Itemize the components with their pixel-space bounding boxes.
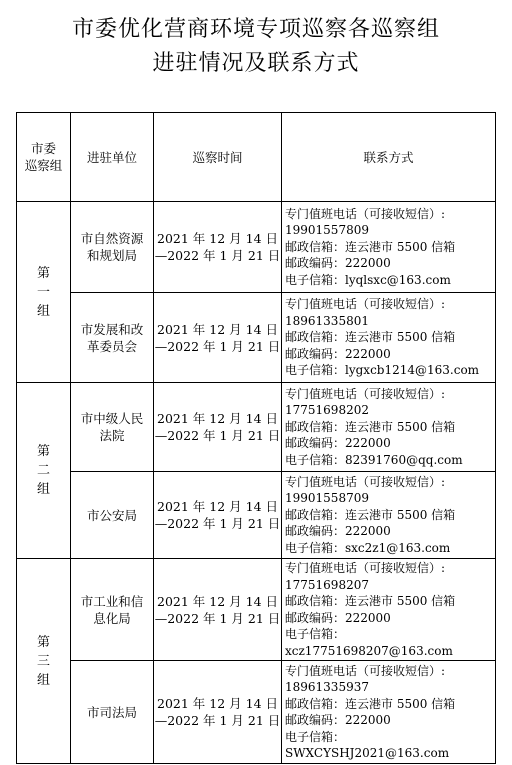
cell-text: 邮政编码：222000 <box>285 610 391 625</box>
cell-text: 法院 <box>99 428 125 443</box>
contact-cell <box>282 559 496 661</box>
table-header-row <box>17 113 496 202</box>
table-row <box>17 472 496 559</box>
cell-text: 邮政信箱：连云港市 5500 信箱 <box>285 594 456 608</box>
cell-text: 第 <box>36 265 50 281</box>
unit-cell <box>71 202 154 293</box>
cell-text: —2022 年 1 月 21 日 <box>154 713 281 728</box>
table-row <box>17 559 496 661</box>
table-row <box>17 202 496 293</box>
cell-text: 组 <box>36 303 50 319</box>
unit-cell <box>71 661 154 764</box>
cell-text: —2022 年 1 月 21 日 <box>154 516 281 531</box>
cell-text: —2022 年 1 月 21 日 <box>154 610 281 626</box>
time-cell <box>154 293 282 383</box>
cell-text: 19901557809 <box>285 223 369 238</box>
table-row <box>17 661 496 764</box>
cell-text: 邮政编码：222000 <box>285 713 391 727</box>
cell-text: 2021 年 12 月 14 日 <box>157 231 278 246</box>
unit-cell <box>71 383 154 472</box>
cell-text: 革委员会 <box>86 338 137 354</box>
table-row <box>17 383 496 472</box>
cell-text: 17751698207 <box>285 577 369 592</box>
cell-text: 息化局 <box>93 610 131 626</box>
time-cell <box>154 661 282 764</box>
cell-text: 2021 年 12 月 14 日 <box>157 321 278 337</box>
cell-text: 组 <box>36 482 50 497</box>
cell-text: 2021 年 12 月 14 日 <box>157 593 278 609</box>
cell-text: 组 <box>36 672 50 688</box>
cell-text: 专门值班电话（可接收短信）: <box>285 561 446 575</box>
cell-text: —2022 年 1 月 21 日 <box>154 248 281 263</box>
cell-text: 2021 年 12 月 14 日 <box>157 411 278 426</box>
unit-cell <box>71 293 154 383</box>
cell-text: 电子信箱：82391760@qq.com <box>285 452 463 467</box>
group-label <box>17 383 71 559</box>
cell-text: 市自然资源 <box>80 231 144 246</box>
cell-text: 邮政信箱：连云港市 5500 信箱 <box>285 696 456 711</box>
cell-text: 专门值班电话（可接收短信）: <box>285 386 446 401</box>
cell-text: 电子信箱：lygxcb1214@163.com <box>285 363 480 378</box>
header-group <box>17 113 71 202</box>
cell-text: SWXCYSHJ2021@163.com <box>285 746 450 760</box>
cell-text: 邮政信箱：连云港市 5500 信箱 <box>285 239 456 254</box>
cell-text: xcz17751698207@163.com <box>285 643 453 658</box>
cell-text: 电子信箱：lyqlsxc@163.com <box>285 272 451 287</box>
cell-text: 邮政编码：222000 <box>285 436 391 451</box>
time-cell <box>154 383 282 472</box>
cell-text: 专门值班电话（可接收短信）: <box>285 474 446 489</box>
cell-text: 17751698202 <box>285 403 369 418</box>
cell-text: 18961335801 <box>285 313 369 328</box>
cell-text: 19901558709 <box>285 491 369 506</box>
time-cell <box>154 202 282 293</box>
cell-text: —2022 年 1 月 21 日 <box>154 428 281 443</box>
cell-text: 2021 年 12 月 14 日 <box>157 499 278 514</box>
cell-text: 第 <box>36 444 50 459</box>
cell-text: 邮政编码：222000 <box>285 346 391 361</box>
cell-text: 电子信箱： <box>285 627 346 641</box>
contact-cell <box>282 202 496 293</box>
cell-text: 市委 <box>30 141 56 156</box>
header-unit: 进驻单位 <box>71 113 154 202</box>
cell-text: 市公安局 <box>86 507 137 523</box>
page-subtitle: 进驻情况及联系方式 <box>152 51 360 76</box>
cell-text: 邮政信箱：连云港市 5500 信箱 <box>285 330 456 345</box>
cell-text: 市发展和改 <box>80 321 144 337</box>
cell-text: 市中级人民 <box>80 411 144 426</box>
cell-text: —2022 年 1 月 21 日 <box>154 338 281 354</box>
contact-cell <box>282 383 496 472</box>
cell-text: 市工业和信 <box>80 593 144 609</box>
page-title: 市委优化营商环境专项巡察各巡察组 <box>71 17 440 42</box>
cell-text: 一 <box>36 284 50 300</box>
group-label <box>17 559 71 764</box>
cell-text: 巡察组 <box>24 158 63 173</box>
cell-text: 和规划局 <box>86 248 137 263</box>
cell-text: 三 <box>36 653 50 669</box>
cell-text: 电子信箱： <box>285 729 346 744</box>
cell-text: 专门值班电话（可接收短信）: <box>285 663 446 678</box>
cell-text: 市司法局 <box>86 704 137 720</box>
cell-text: 邮政编码：222000 <box>285 256 391 271</box>
unit-cell <box>71 559 154 661</box>
header-time: 巡察时间 <box>154 113 282 202</box>
table-row <box>17 293 496 383</box>
contact-cell <box>282 293 496 383</box>
cell-text: 邮政编码：222000 <box>285 524 391 539</box>
cell-text: 邮政信箱：连云港市 5500 信箱 <box>285 419 456 434</box>
cell-text: 邮政信箱：连云港市 5500 信箱 <box>285 507 456 522</box>
cell-text: 二 <box>36 463 50 478</box>
cell-text: 第 <box>36 634 50 650</box>
cell-text: 电子信箱：sxc2z1@163.com <box>285 540 451 555</box>
header-contact: 联系方式 <box>282 113 496 202</box>
time-cell <box>154 559 282 661</box>
inspection-table <box>16 112 496 764</box>
contact-cell <box>282 661 496 764</box>
group-label <box>17 202 71 383</box>
cell-text: 专门值班电话（可接收短信）: <box>285 206 446 221</box>
cell-text: 18961335937 <box>285 680 369 694</box>
cell-text: 2021 年 12 月 14 日 <box>157 696 278 711</box>
unit-cell <box>71 472 154 559</box>
contact-cell <box>282 472 496 559</box>
cell-text: 专门值班电话（可接收短信）: <box>285 297 446 312</box>
time-cell <box>154 472 282 559</box>
